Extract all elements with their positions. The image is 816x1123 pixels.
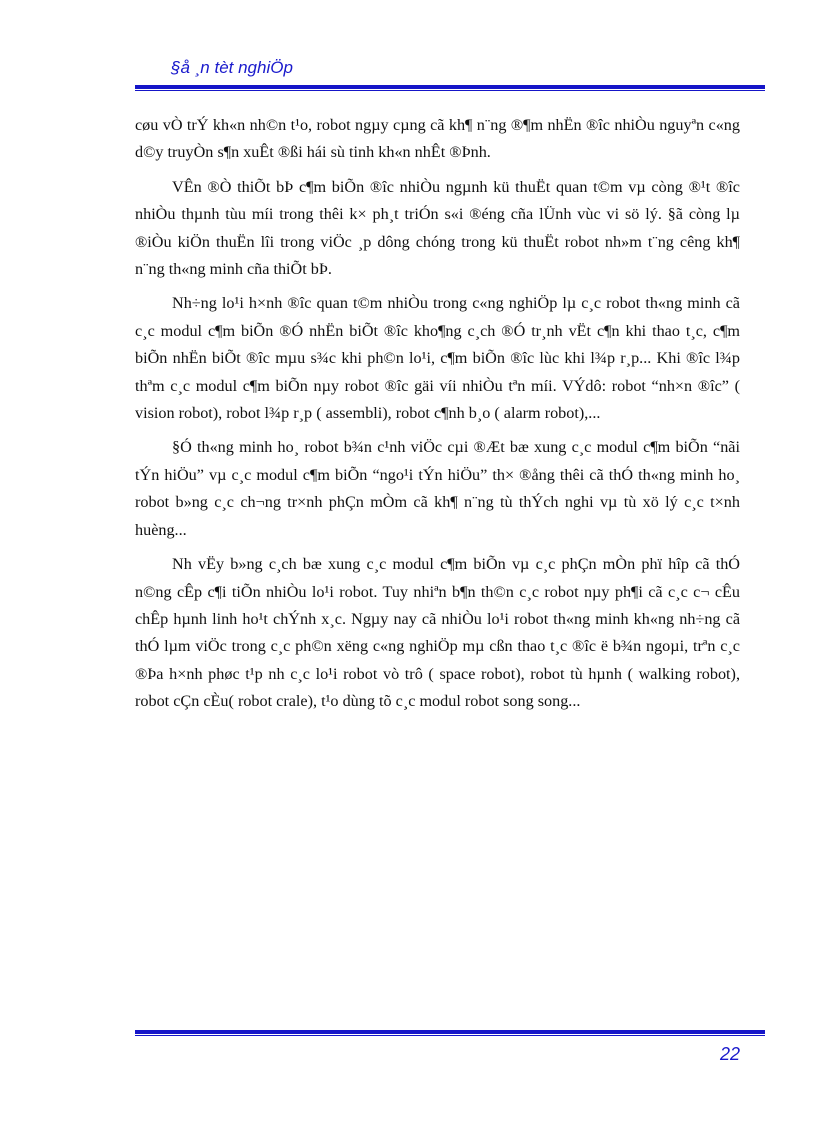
page-number: 22 (719, 1044, 740, 1064)
paragraph-intelligent-robots: §Ó th«ng minh ho¸ robot b¾n c¹nh viÖc cµi ®Æt bæ xung c¸c modul c¶m biÕn “nãi tÝn hiÖu” vµ c¸c modul c¶m biÕn “ngo¹i tÝn hiÖu” th× ®ång thêi cã thÓ th«ng minh ho¸ robot b»ng c¸c ch¬ng tr×nh phÇn mÒm cã kh¶ n¨ng tù thÝch nghi vµ tù xö lý c¸c t×nh huèng... (135, 438, 740, 539)
paragraph-sensor-devices: VÊn ®Ò thiÕt bÞ c¶m biÕn ®îc nhiÒu ngµnh kü thuËt quan t©m vµ còng ®¹t ®îc nhiÒu thµnh tùu míi trong thêi k× ph¸t triÓn s«i ®éng cña lÜnh vùc vi sö lý. §ã còng lµ ®iÒu kiÖn thuËn lîi trong viÖc ¸p dông chóng trong kü thuËt robot nh»m t¨ng cêng kh¶ n¨ng th«ng minh cña thiÕt bÞ. (135, 177, 740, 279)
header-divider (135, 85, 765, 91)
paragraph-robot-upgrades: Nh vËy b»ng c¸ch bæ xung c¸c modul c¶m biÕn vµ c¸c phÇn mÒn phï hîp cã thÓ n©ng cÊp c¶i tiÕn nhiÒu lo¹i robot. Tuy nhiªn b¶n th©n c¸c robot nµy ph¶i cã c¸c c¬ cÊu chÊp hµnh linh ho¹t chÝnh x¸c. Ngµy nay cã nhiÒu lo¹i robot th«ng minh kh«ng nh÷ng cã thÓ lµm viÖc trong c¸c ph©n xëng c«ng nghiÖp mµ cßn thao t¸c ®îc ë b¾n ngoµi, trªn c¸c ®Þa h×nh phøc t¹p nh c¸c lo¹i robot vò trô ( space robot), robot tù hµnh ( walking robot), robot cÇn cÈu( robot crale), t¹o dùng tõ c¸c modul robot song song... (135, 555, 740, 711)
paragraph-continuation: cøu vÒ trÝ kh«n nh©n t¹o, robot ngµy cµng cã kh¶ n¨ng ®¶m nhËn ®îc nhiÒu nguyªn c«ng d©y truyÒn s¶n xuÊt ®ßi hái sù tinh kh«n nhÊt ®Þnh. (135, 116, 740, 162)
document-body (135, 112, 740, 723)
footer-divider (135, 1030, 765, 1036)
header-title: §å ¸n tèt nghiÖp (171, 58, 293, 77)
paragraph-smart-robot-types: Nh÷ng lo¹i h×nh ®îc quan t©m nhiÒu trong c«ng nghiÖp lµ c¸c robot th«ng minh cã c¸c modul c¶m biÕn ®Ó nhËn biÕt ®îc kho¶ng c¸ch ®Ó tr¸nh vËt c¶n khi thao t¸c, c¶m biÕn nhËn biÕt ®îc mµu s¾c khi ph©n lo¹i, c¶m biÕn ®îc lùc khi l¾p r¸p... Khi ®îc l¾p thªm c¸c modul c¶m biÕn nµy robot ®îc gäi víi nhiÒu tªn míi. VÝdô: robot “nh×n ®îc” ( vision robot), robot l¾p r¸p ( assembli), robot c¶nh b¸o ( alarm robot),... (135, 294, 740, 423)
